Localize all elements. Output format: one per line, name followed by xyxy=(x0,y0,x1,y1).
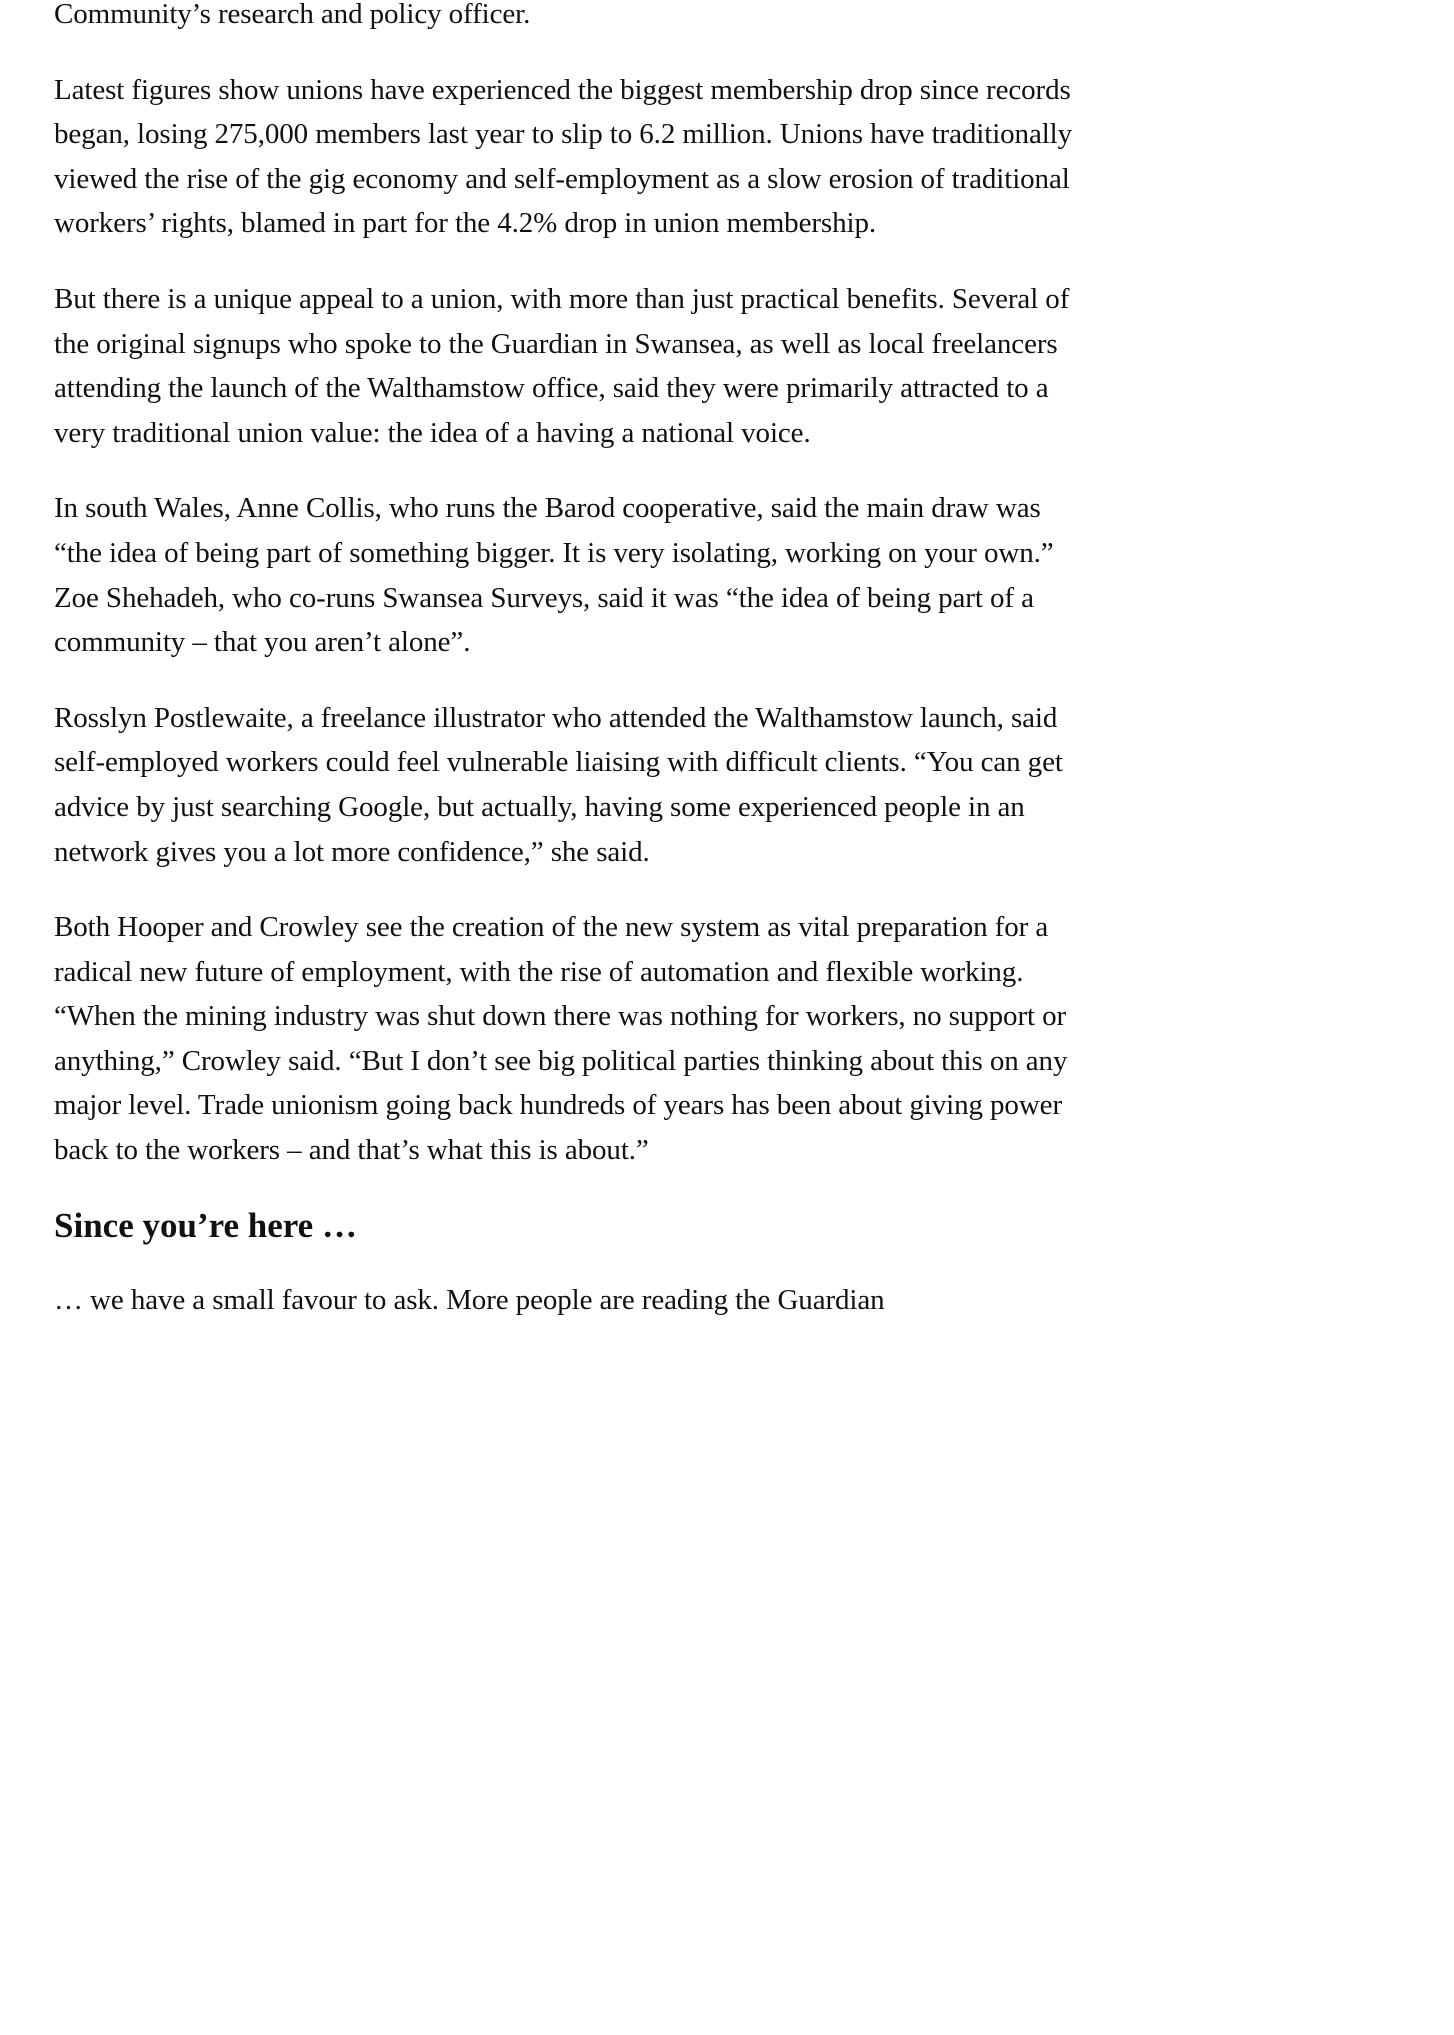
article-paragraph: Rosslyn Postlewaite, a freelance illustrator who attended the Walthamstow launch, said self-employed workers could feel vulnerable liaising with difficult clients. “You can get advice by just searching Google, but actually, having some experienced people in an network gives you a lot more confidence,” she said. xyxy=(54,701,1063,868)
article-paragraph: Community’s research and policy officer. xyxy=(54,0,531,30)
article-paragraph: Latest figures show unions have experienced the biggest membership drop since records began, losing 275,000 members last year to slip to 6.2 million. Unions have traditionally viewed the rise of the gig economy and self-employment as a slow erosion of traditional workers’ rights, blamed in part for the 4.2% drop in union membership. xyxy=(54,73,1073,240)
support-intro-paragraph: … we have a small favour to ask. More people are reading the Guardian xyxy=(54,1283,885,1316)
article-paragraph: In south Wales, Anne Collis, who runs the Barod cooperative, said the main draw was “the idea of being part of something bigger. It is very isolating, working on your own.” Zoe Shehadeh, who co-runs Swansea Surveys, said it was “the idea of being part of a community – that you aren’t alone”. xyxy=(54,492,1054,659)
article-paragraph: Both Hooper and Crowley see the creation of the new system as vital preparation for a radical new future of employment, with the rise of automation and flexible working. “When the mining industry was shut down there was nothing for workers, no support or anything,” Crowley said. “But I don’t see big political parties thinking about this on any major level. Trade unionism going back hundreds of years has been about giving power back to the workers – and that’s what this is about.” xyxy=(54,911,1068,1167)
article-body xyxy=(54,0,1074,1353)
article-paragraph: But there is a unique appeal to a union, with more than just practical benefits. Several of the original signups who spoke to the Guardian in Swansea, as well as local freelancers attending the launch of the Walthamstow office, said they were primarily attracted to a very traditional union value: the idea of a having a national voice. xyxy=(54,282,1070,449)
support-heading: Since you’re here … xyxy=(54,1205,357,1245)
